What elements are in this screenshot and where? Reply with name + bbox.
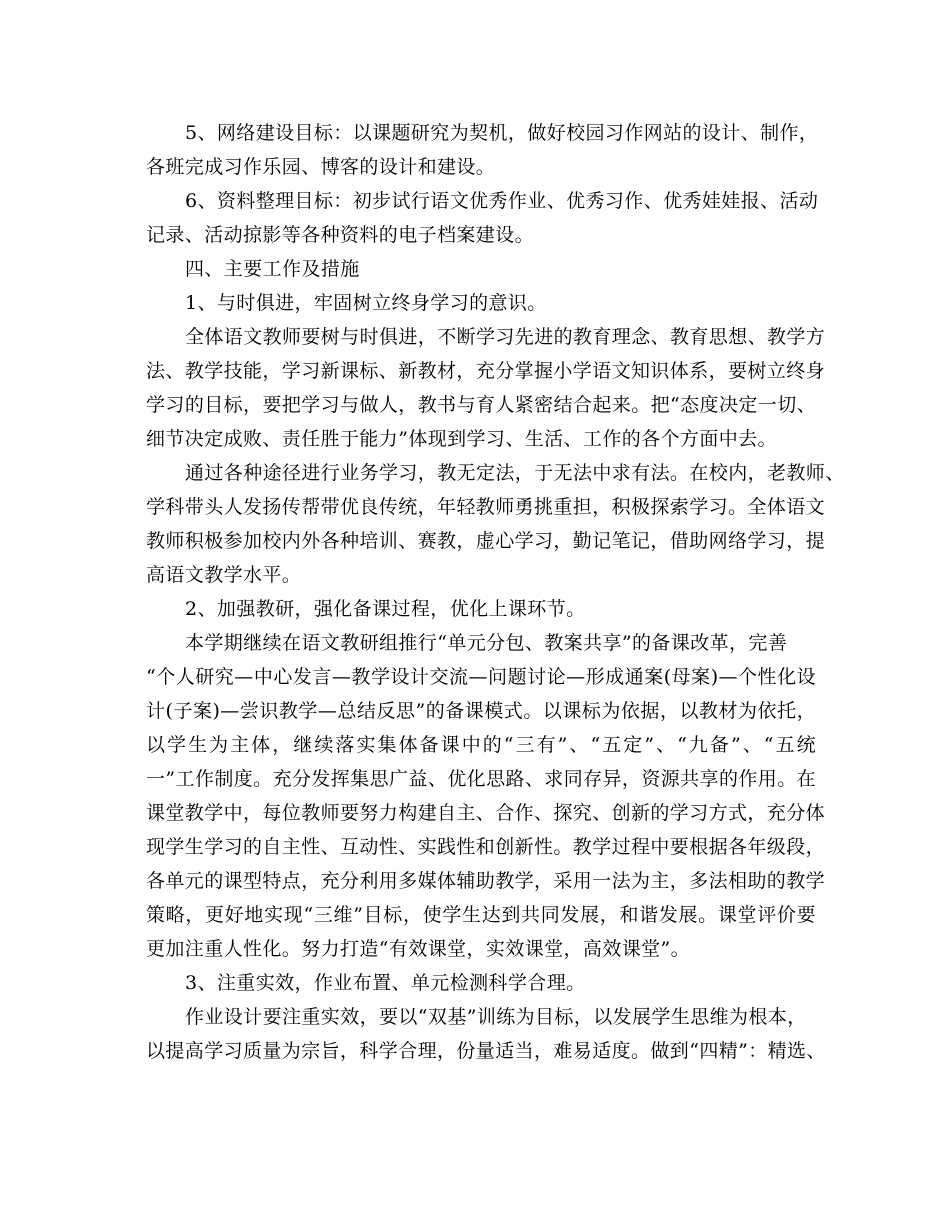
text-line: 6、资料整理目标：初步试行语文优秀作业、优秀习作、优秀娃娃报、活动	[185, 190, 819, 212]
text-line: 全体语文教师要树与时俱进，不断学习先进的教育理念、教育思想、教学方	[185, 326, 826, 348]
text-line: 法、教学技能，学习新课标、新教材，充分掌握小学语文知识体系，要树立终身	[146, 360, 826, 382]
text-line: 5、网络建设目标：以课题研究为契机，做好校园习作网站的设计、制作，	[185, 122, 819, 144]
text-line: 记录、活动掠影等各种资料的电子档案建设。	[146, 224, 535, 246]
text-line: 以提高学习质量为宗旨，科学合理，份量适当，难易适度。做到“四精”：精选、	[146, 1040, 826, 1062]
text-line: “个人研究—中心发言—教学设计交流—问题讨论—形成通案(母案)—个性化设	[146, 666, 816, 688]
text-line: 各单元的课型特点，充分利用多媒体辅助教学，采用一法为主，多法相助的教学	[146, 870, 826, 892]
text-line: 学科带头人发扬传帮带优良传统，年轻教师勇挑重担，积极探索学习。全体语文	[146, 496, 826, 518]
text-line: 更加注重人性化。努力打造“有效课堂，实效课堂，高效课堂”。	[146, 938, 691, 960]
text-line: 以学生为主体，继续落实集体备课中的“三有”、“五定”、“九备”、“五统	[146, 734, 816, 756]
text-line: 1、与时俱进，牢固树立终身学习的意识。	[185, 292, 547, 314]
text-line: 四、主要工作及措施	[185, 258, 360, 280]
text-line: 教师积极参加校内外各种培训、赛教，虚心学习，勤记笔记，借助网络学习，提	[146, 530, 826, 552]
text-line: 学习的目标，要把学习与做人，教书与育人紧密结合起来。把“态度决定一切、	[146, 394, 816, 416]
document-body	[146, 116, 845, 1068]
text-line: 通过各种途径进行业务学习，教无定法，于无法中求有法。在校内，老教师、	[185, 462, 845, 484]
text-line: 3、注重实效，作业布置、单元检测科学合理。	[185, 972, 586, 994]
text-line: 2、加强教研，强化备课过程，优化上课环节。	[185, 598, 586, 620]
text-line: 作业设计要注重实效，要以“双基”训练为目标，以发展学生思维为根本，	[185, 1006, 807, 1028]
text-line: 细节决定成败、责任胜于能力”体现到学习、生活、工作的各个方面中去。	[146, 428, 777, 450]
text-line: 本学期继续在语文教研组推行“单元分包、教案共享”的备课改革，完善	[185, 632, 788, 654]
text-line: 一”工作制度。充分发挥集思广益、优化思路、求同存异，资源共享的作用。在	[146, 768, 816, 790]
text-line: 各班完成习作乐园、博客的设计和建设。	[146, 156, 496, 178]
text-line: 现学生学习的自主性、互动性、实践性和创新性。教学过程中要根据各年级段，	[146, 836, 826, 858]
text-line: 策略，更好地实现“三维”目标，使学生达到共同发展，和谐发展。课堂评价要	[146, 904, 816, 926]
text-line: 课堂教学中，每位教师要努力构建自主、合作、探究、创新的学习方式，充分体	[146, 802, 826, 824]
text-line: 计(子案)—尝识教学—总结反思”的备课模式。以课标为依据，以教材为依托，	[146, 700, 816, 722]
text-line: 高语文教学水平。	[146, 564, 302, 586]
